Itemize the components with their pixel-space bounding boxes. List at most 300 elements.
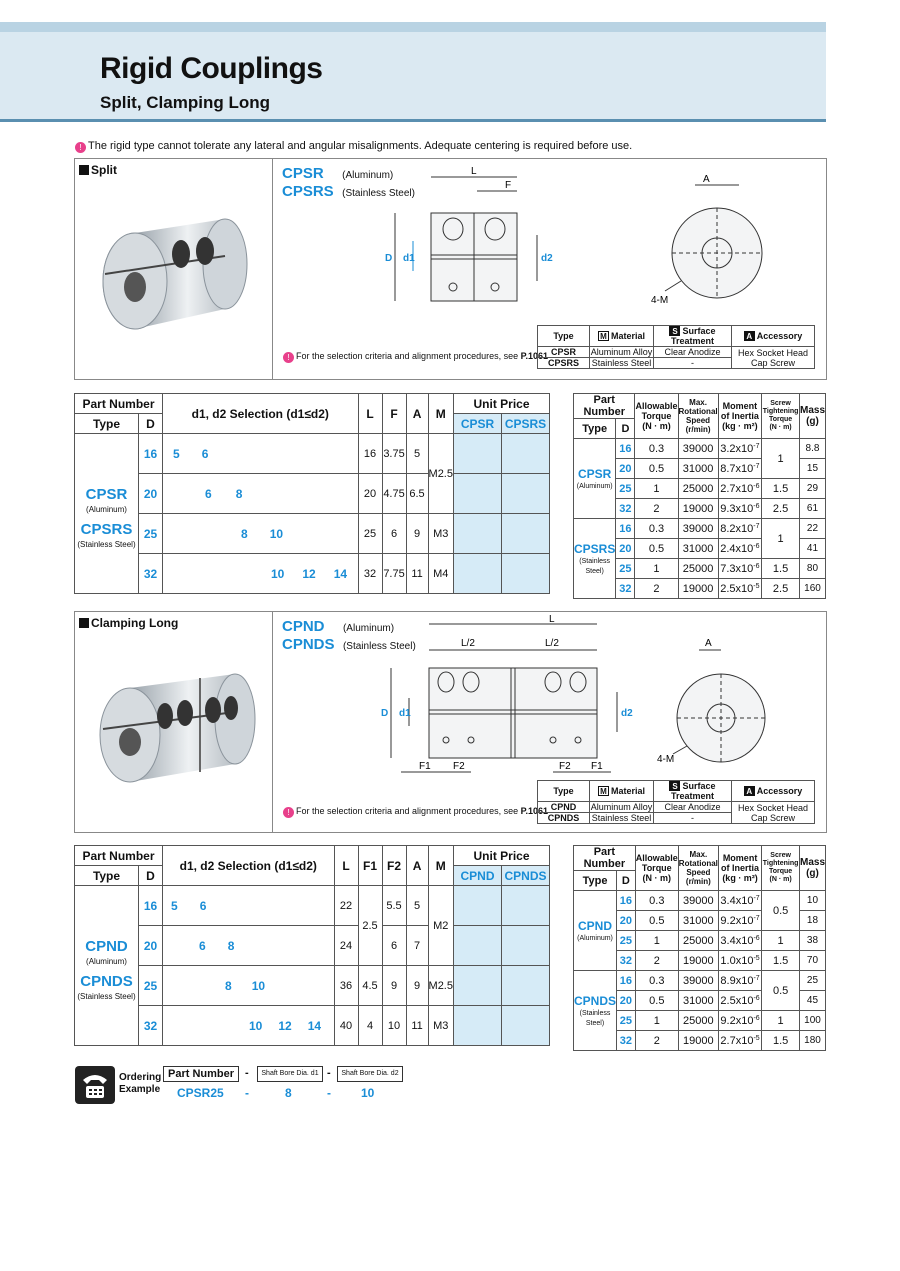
spec-h-surface [654,326,732,347]
caution-text: The rigid type cannot tolerate any lateral and angular misalignments. Adequate centering is required before use. [88,140,633,152]
s2-h-torque-text: Allowable Torque [635,853,678,873]
t2-type-cpnd: CPND [85,937,128,955]
t1-A: 5 [406,434,428,474]
s2-inertia-exp: -7 [753,974,760,982]
t1-type-cpsr-mat: (Aluminum) [86,504,127,514]
split-coupling-photo [75,159,273,379]
note-icon: ! [283,807,294,818]
spec-h-material-text: Material [610,786,645,796]
t1-L: 20 [358,474,382,514]
spec-h-accessory [732,326,815,347]
t2-price [502,886,550,926]
s2-inertia-base: 9.2x10 [720,1014,754,1027]
clamp-selnote-text: For the selection criteria and alignment procedures, see [296,806,519,816]
t1-price [502,434,550,474]
t2-L: 22 [334,886,358,926]
s2-h-type: Type [574,871,617,891]
t2-F2: 6 [382,926,406,966]
s1-inertia-exp: -5 [753,582,760,590]
t1-F: 6 [382,514,406,554]
s2-D: 20 [617,911,636,931]
s1-inertia [718,539,762,559]
t1-h-selection: d1, d2 Selection (d1≤d2) [163,394,359,434]
t1-sel [163,474,359,514]
t2-h-L: L [334,846,358,886]
t1-sel [163,434,359,474]
spec-cell: Stainless Steel [590,813,654,824]
t1-A: 6.5 [406,474,428,514]
t2-type-cpnds-mat: (Stainless Steel) [77,991,136,1001]
sel-val: 5 [171,898,178,913]
code-cpsrs-mat: (Stainless Steel) [342,188,415,199]
s1-h-screw [762,394,800,439]
t2-price [454,1006,502,1046]
s2-h-speed-unit: (r/min) [685,877,711,886]
t2-h-price-cpnd: CPND [454,866,502,886]
spec-h-surface-text: Surface Treatment [670,326,716,346]
t1-h-A: A [406,394,428,434]
s2-mass: 70 [799,951,825,971]
s1-mass: 29 [799,479,825,499]
s2-h-screw [762,846,800,891]
spec-cell: Clear Anodize [654,347,732,358]
s2-h-mass-text: Mass [799,857,825,868]
s2-D: 16 [617,971,636,991]
s1-h-mass-text: Mass [799,405,825,416]
s1-D: 20 [616,459,635,479]
dim-L2: L/2 [461,638,475,649]
ordering-dash: - [245,1086,249,1100]
s1-inertia [718,439,762,459]
s1-torque: 1 [635,559,678,579]
ordering-d2-box: Shaft Bore Dia. d2 [337,1066,403,1082]
spec-h-accessory [732,781,815,802]
s2-inertia-base: 9.2x10 [720,914,754,927]
s2-inertia-exp: -6 [753,934,760,942]
spec-cell: - [654,813,732,824]
sel-val: 6 [201,446,209,461]
s1-h-partnumber: Part Number [574,394,635,419]
s1-torque: 2 [635,579,678,599]
t2-price [454,966,502,1006]
t2-F2: 5.5 [382,886,406,926]
spec-h-accessory-text: Accessory [756,786,803,796]
ordering-dash: - [245,1067,249,1079]
ordering-value-pn: CPSR25 [177,1086,224,1100]
t1-type-cpsr: CPSR [85,485,128,503]
s1-inertia [718,459,762,479]
s1-h-type: Type [574,419,616,439]
s1-inertia-base: 3.2x10 [720,442,754,455]
spec-h-type: Type [538,326,590,347]
dim-M: 4-M [651,295,669,306]
s1-D: 20 [616,539,635,559]
s1-mass: 80 [799,559,825,579]
spec-cell: Stainless Steel [590,358,654,369]
page-subtitle: Split, Clamping Long [100,93,270,112]
s1-D: 25 [616,479,635,499]
code-cpsrs: CPSRS [282,183,334,200]
t2-sel [163,886,335,926]
t2-F1: 4.5 [358,966,382,1006]
s1-screw: 1 [762,439,800,479]
s1-D: 16 [616,519,635,539]
spec-h-surface [654,781,732,802]
split-spec-detail-table [573,393,826,599]
s1-speed: 25000 [678,559,718,579]
t1-A: 11 [406,554,428,594]
s1-inertia [718,559,762,579]
t1-F: 4.75 [382,474,406,514]
ordering-dash: - [327,1067,331,1079]
s1-screw: 1 [762,519,800,559]
t2-M: M2.5 [428,966,453,1006]
dim-F1: F1 [591,761,603,772]
s1-speed: 25000 [678,479,718,499]
t1-D: 25 [139,514,163,554]
s1-type-cell [574,519,616,599]
badge-m: M [598,331,609,341]
t2-h-type: Type [75,866,139,886]
caution-note [75,140,632,153]
t1-h-M: M [428,394,453,434]
clamp-photo-box [75,612,273,832]
t1-sel [163,514,359,554]
s1-inertia-base: 2.7x10 [720,482,754,495]
s2-h-inertia-text: Moment of Inertia [721,853,760,873]
t2-h-partnumber: Part Number [75,846,163,866]
t2-L: 24 [334,926,358,966]
s1-D: 32 [616,579,635,599]
s1-h-inertia [718,394,762,439]
spec-h-material [590,781,654,802]
t2-A: 5 [406,886,428,926]
s2-speed: 25000 [678,931,718,951]
ordering-value-d1: 8 [285,1086,292,1100]
dim-F2: F2 [559,761,571,772]
s2-D: 25 [617,931,636,951]
s1-mass: 61 [799,499,825,519]
s2-inertia-exp: -5 [753,1034,760,1042]
s1-torque: 2 [635,499,678,519]
s1-torque: 0.5 [635,459,678,479]
s1-h-mass [799,394,825,439]
s2-speed: 31000 [678,991,718,1011]
s2-inertia [718,951,761,971]
badge-s: S [669,781,680,791]
sel-val: 14 [307,1018,322,1033]
s2-D: 25 [617,1011,636,1031]
spec-h-material [590,326,654,347]
s2-D: 16 [617,891,636,911]
s2-h-screw-text: Screw Tightening Torque [762,852,799,875]
spec-cell: CPSR [538,347,590,358]
s2-inertia [718,911,761,931]
s2-type-code: CPND [578,918,613,933]
t1-L: 25 [358,514,382,554]
dim-L2: L/2 [545,638,559,649]
s2-inertia-exp: -6 [753,1014,760,1022]
t2-type-cpnds: CPNDS [80,972,133,990]
t2-h-price-cpnds: CPNDS [502,866,550,886]
split-drawing [365,163,815,323]
s1-inertia-base: 9.3x10 [720,502,754,515]
dim-d1: d1 [399,708,411,719]
s2-h-D: D [617,871,636,891]
sel-val: 8 [225,978,232,993]
sel-val: 14 [333,566,348,581]
s1-inertia [718,479,762,499]
s2-h-speed-text: Max. Rotational Speed [678,850,718,877]
dim-d1: d1 [403,253,415,264]
t1-L: 16 [358,434,382,474]
sel-val: 10 [251,978,266,993]
spec-h-material-text: Material [610,331,645,341]
sel-val: 6 [205,486,212,501]
s2-D: 20 [617,991,636,1011]
badge-m: M [598,786,609,796]
s1-mass: 15 [799,459,825,479]
t1-F: 7.75 [382,554,406,594]
dim-D: D [385,253,393,264]
s1-type-cell [574,439,616,519]
s1-inertia-base: 2.4x10 [720,542,754,555]
ordering-pn-box: Part Number [163,1066,239,1082]
s2-inertia-base: 1.0x10 [720,954,754,967]
t1-D: 32 [139,554,163,594]
s1-D: 32 [616,499,635,519]
dim-A: A [703,174,710,185]
s1-h-inertia-unit: (kg · m²) [722,421,758,431]
badge-a: A [744,331,755,341]
t1-price [454,434,502,474]
s2-type-mat: (Aluminum) [577,934,613,942]
s2-torque: 0.3 [635,971,678,991]
spec-accessory: Hex Socket Head Cap Screw [732,347,815,369]
spec-h-accessory-text: Accessory [756,331,803,341]
dim-D: D [381,708,389,719]
s2-mass: 180 [799,1031,825,1051]
clamp-drawing [361,612,821,782]
spec-cell: Clear Anodize [654,802,732,813]
spec-cell: CPNDS [538,813,590,824]
s1-speed: 39000 [678,439,718,459]
sel-val: 10 [269,526,284,541]
s2-type-mat: (Stainless Steel) [579,1009,611,1027]
t1-M: M2.5 [428,434,453,514]
s2-screw: 0.5 [762,891,800,931]
t1-D: 20 [139,474,163,514]
clamp-coupling-photo [75,612,273,832]
t2-type-cpnd-mat: (Aluminum) [86,956,127,966]
s2-row [574,971,826,991]
s1-inertia [718,579,762,599]
t1-h-price-cpsr: CPSR [454,414,502,434]
t1-M: M4 [428,554,453,594]
spec-cell: CPSRS [538,358,590,369]
s2-inertia-exp: -5 [753,954,760,962]
t2-sel [163,926,335,966]
dim-d2: d2 [621,708,633,719]
sel-val: 6 [199,898,207,913]
s1-speed: 31000 [678,459,718,479]
s2-h-mass-unit: (g) [806,868,819,879]
t1-h-D: D [139,414,163,434]
t1-h-price-cpsrs: CPSRS [502,414,550,434]
s2-mass: 10 [799,891,825,911]
s2-torque: 1 [635,931,678,951]
sel-val: 8 [227,938,235,953]
s1-inertia-exp: -6 [753,502,760,510]
s2-screw: 0.5 [762,971,800,1011]
code-cpnds: CPNDS [282,636,335,653]
s2-speed: 31000 [678,911,718,931]
clamp-spec-table [537,780,815,824]
dim-L: L [549,614,555,625]
spec-h-surface-text: Surface Treatment [670,781,716,801]
s1-row [574,439,826,459]
clamping-panel [74,611,827,833]
s1-inertia-base: 8.7x10 [720,462,754,475]
s1-type-code: CPSRS [574,541,616,556]
t2-A: 11 [406,1006,428,1046]
code-cpsr-mat: (Aluminum) [342,170,394,181]
t1-L: 32 [358,554,382,594]
t1-D: 16 [139,434,163,474]
ordering-label [119,1072,161,1096]
t1-price [454,514,502,554]
s2-mass: 18 [799,911,825,931]
t2-F1: 2.5 [358,886,382,966]
s1-h-speed-unit: (r/min) [685,425,711,434]
s2-h-inertia [718,846,761,891]
s1-torque: 0.3 [635,439,678,459]
s1-inertia-exp: -6 [753,562,760,570]
s2-row [574,891,826,911]
ordering-label-1: Ordering [119,1072,162,1083]
t1-h-partnumber: Part Number [75,394,163,414]
sel-val: 8 [241,526,248,541]
s1-h-torque [635,394,678,439]
split-label-text: Split [91,163,117,177]
s1-type-code: CPSR [578,466,612,481]
t2-D: 32 [139,1006,163,1046]
t2-price [454,886,502,926]
s2-mass: 45 [799,991,825,1011]
t1-h-F: F [382,394,406,434]
t2-D: 20 [139,926,163,966]
clamp-selection-table [74,845,550,1046]
t1-h-type: Type [75,414,139,434]
s2-h-inertia-unit: (kg · m²) [722,873,758,883]
s1-mass: 8.8 [799,439,825,459]
t1-price [502,514,550,554]
spec-cell: - [654,358,732,369]
s2-inertia-base: 3.4x10 [720,934,754,947]
t2-M: M3 [428,1006,453,1046]
s2-speed: 39000 [678,891,718,911]
s2-h-torque-unit: (N · m) [642,873,672,883]
s1-speed: 39000 [678,519,718,539]
s1-inertia-base: 7.3x10 [720,562,754,575]
s1-torque: 1 [635,479,678,499]
t2-h-M: M [428,846,453,886]
s2-inertia-exp: -7 [753,914,760,922]
s2-screw: 1.5 [762,1031,800,1051]
s1-inertia-base: 2.5x10 [720,582,754,595]
sel-val: 12 [278,1018,292,1033]
header-stripe [0,22,826,32]
t1-h-unitprice: Unit Price [454,394,550,414]
s1-speed: 31000 [678,539,718,559]
s1-inertia-exp: -7 [753,442,760,450]
s2-type-cell [574,971,617,1051]
s2-mass: 38 [799,931,825,951]
s2-speed: 19000 [678,951,718,971]
t2-D: 25 [139,966,163,1006]
t2-A: 9 [406,966,428,1006]
t1-price [502,554,550,594]
clamp-label-text: Clamping Long [91,616,179,630]
t1-A: 9 [406,514,428,554]
spec-cell: Aluminum Alloy [590,802,653,812]
code-cpnd: CPND [282,618,325,635]
s2-inertia-base: 8.9x10 [720,974,754,987]
t2-sel [163,966,335,1006]
t1-type-cell [75,434,139,594]
s1-mass: 41 [799,539,825,559]
dim-A: A [705,638,712,649]
spec-h-type: Type [538,781,590,802]
spec-cell: CPND [538,802,590,813]
s2-type-cell [574,891,617,971]
t2-price [454,926,502,966]
clamp-page-ref: P.1061 [520,806,549,816]
t2-h-D: D [139,866,163,886]
s2-mass: 100 [799,1011,825,1031]
t1-h-L: L [358,394,382,434]
s2-inertia-base: 2.5x10 [720,994,754,1007]
badge-s: S [669,326,680,336]
s1-D: 25 [616,559,635,579]
dim-F: F [505,180,512,191]
t1-price [454,554,502,594]
s1-inertia-exp: -6 [753,542,760,550]
s1-row [574,519,826,539]
s2-mass: 25 [799,971,825,991]
s1-type-mat: (Aluminum) [576,482,613,490]
s2-speed: 39000 [678,971,718,991]
t1-type-cpsrs: CPSRS [80,520,133,538]
s1-h-torque-text: Allowable Torque [635,401,678,421]
dim-M: 4-M [657,754,675,765]
s1-mass: 22 [799,519,825,539]
s1-h-D: D [616,419,635,439]
t2-A: 7 [406,926,428,966]
t2-F2: 9 [382,966,406,1006]
clamp-spec-detail-table [573,845,826,1051]
s2-torque: 2 [635,951,678,971]
s2-torque: 0.3 [635,891,678,911]
caution-icon: ! [75,142,86,153]
s1-mass: 160 [799,579,825,599]
t2-F2: 10 [382,1006,406,1046]
t2-D: 16 [139,886,163,926]
t2-price [502,926,550,966]
t2-h-F2: F2 [382,846,406,886]
s2-D: 32 [617,1031,636,1051]
sel-val: 10 [249,1018,263,1033]
